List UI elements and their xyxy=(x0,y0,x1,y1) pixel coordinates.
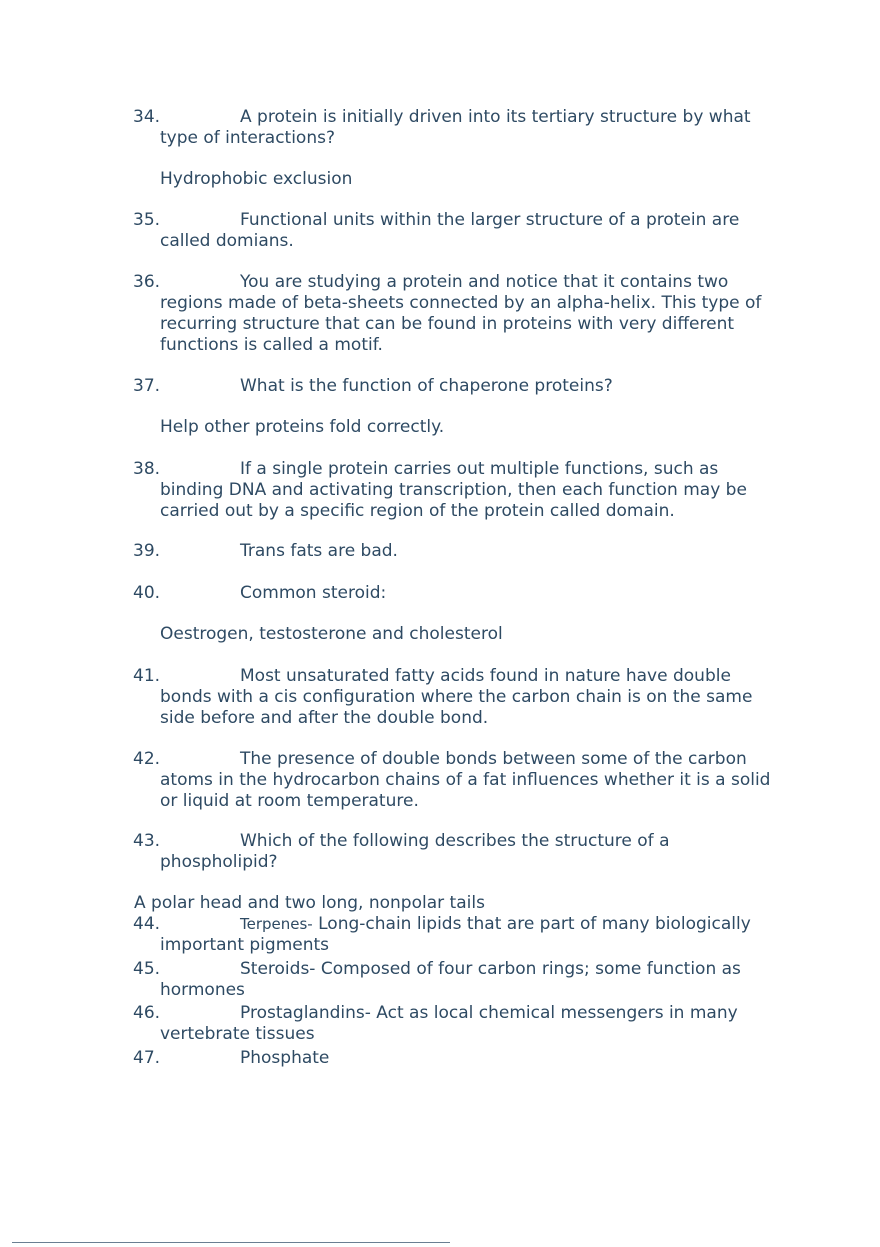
question-text: Trans fats are bad. xyxy=(240,541,398,561)
term-definition: Long-chain lipids that are part of many biologically important pigments xyxy=(160,914,751,955)
question-number: 34. xyxy=(133,107,161,127)
question-number: 42. xyxy=(133,749,161,769)
answer-34: Hydrophobic exclusion xyxy=(160,169,353,189)
question-34 xyxy=(133,107,783,149)
answer-43: A polar head and two long, nonpolar tails xyxy=(134,893,485,913)
question-39 xyxy=(133,541,783,562)
question-text: Which of the following describes the structure of a phospholipid? xyxy=(160,831,670,872)
question-number: 38. xyxy=(133,459,161,479)
question-number: 43. xyxy=(133,831,161,851)
question-text: What is the function of chaperone proteins? xyxy=(240,376,613,396)
question-47 xyxy=(133,1048,783,1069)
question-number: 46. xyxy=(133,1003,161,1023)
question-36 xyxy=(133,272,783,356)
answer-37: Help other proteins fold correctly. xyxy=(160,417,445,437)
question-text: Phosphate xyxy=(240,1048,330,1068)
question-text: The presence of double bonds between some of the carbon atoms in the hydrocarbon chains of a fat influences whether it is a solid or liquid at room temperature. xyxy=(160,749,771,811)
term-label: Terpenes- xyxy=(240,915,313,933)
question-42 xyxy=(133,749,783,812)
question-35 xyxy=(133,210,783,252)
question-number: 35. xyxy=(133,210,161,230)
answer-40: Oestrogen, testosterone and cholesterol xyxy=(160,624,503,644)
question-text: Functional units within the larger structure of a protein are called domians. xyxy=(160,210,740,251)
question-text: Most unsaturated fatty acids found in nature have double bonds with a cis configuration where the carbon chain is on the same side before and after the double bond. xyxy=(160,666,753,728)
question-37 xyxy=(133,376,783,397)
question-text: Steroids- Composed of four carbon rings; some function as hormones xyxy=(160,959,741,1000)
question-43 xyxy=(133,831,783,873)
question-number: 39. xyxy=(133,541,161,561)
question-number: 37. xyxy=(133,376,161,396)
question-number: 45. xyxy=(133,959,161,979)
question-40 xyxy=(133,583,783,604)
question-number: 40. xyxy=(133,583,161,603)
question-text: If a single protein carries out multiple functions, such as binding DNA and activating transcription, then each function may be carried out by a specific region of the protein called domain. xyxy=(160,459,747,521)
question-38 xyxy=(133,459,783,522)
question-45 xyxy=(133,959,783,1001)
question-number: 36. xyxy=(133,272,161,292)
footer-rule xyxy=(12,1242,450,1243)
question-44 xyxy=(133,914,783,956)
question-number: 41. xyxy=(133,666,161,686)
question-number: 47. xyxy=(133,1048,161,1068)
question-46 xyxy=(133,1003,783,1045)
question-text: Common steroid: xyxy=(240,583,387,603)
question-text xyxy=(133,914,783,956)
question-41 xyxy=(133,666,783,729)
question-number: 44. xyxy=(133,914,161,934)
question-text: A protein is initially driven into its tertiary structure by what type of interactions? xyxy=(160,107,751,148)
question-text: You are studying a protein and notice that it contains two regions made of beta-sheets connected by an alpha-helix. This type of recurring structure that can be found in proteins with very different functions is called a motif. xyxy=(160,272,762,355)
question-text: Prostaglandins- Act as local chemical messengers in many vertebrate tissues xyxy=(160,1003,738,1044)
